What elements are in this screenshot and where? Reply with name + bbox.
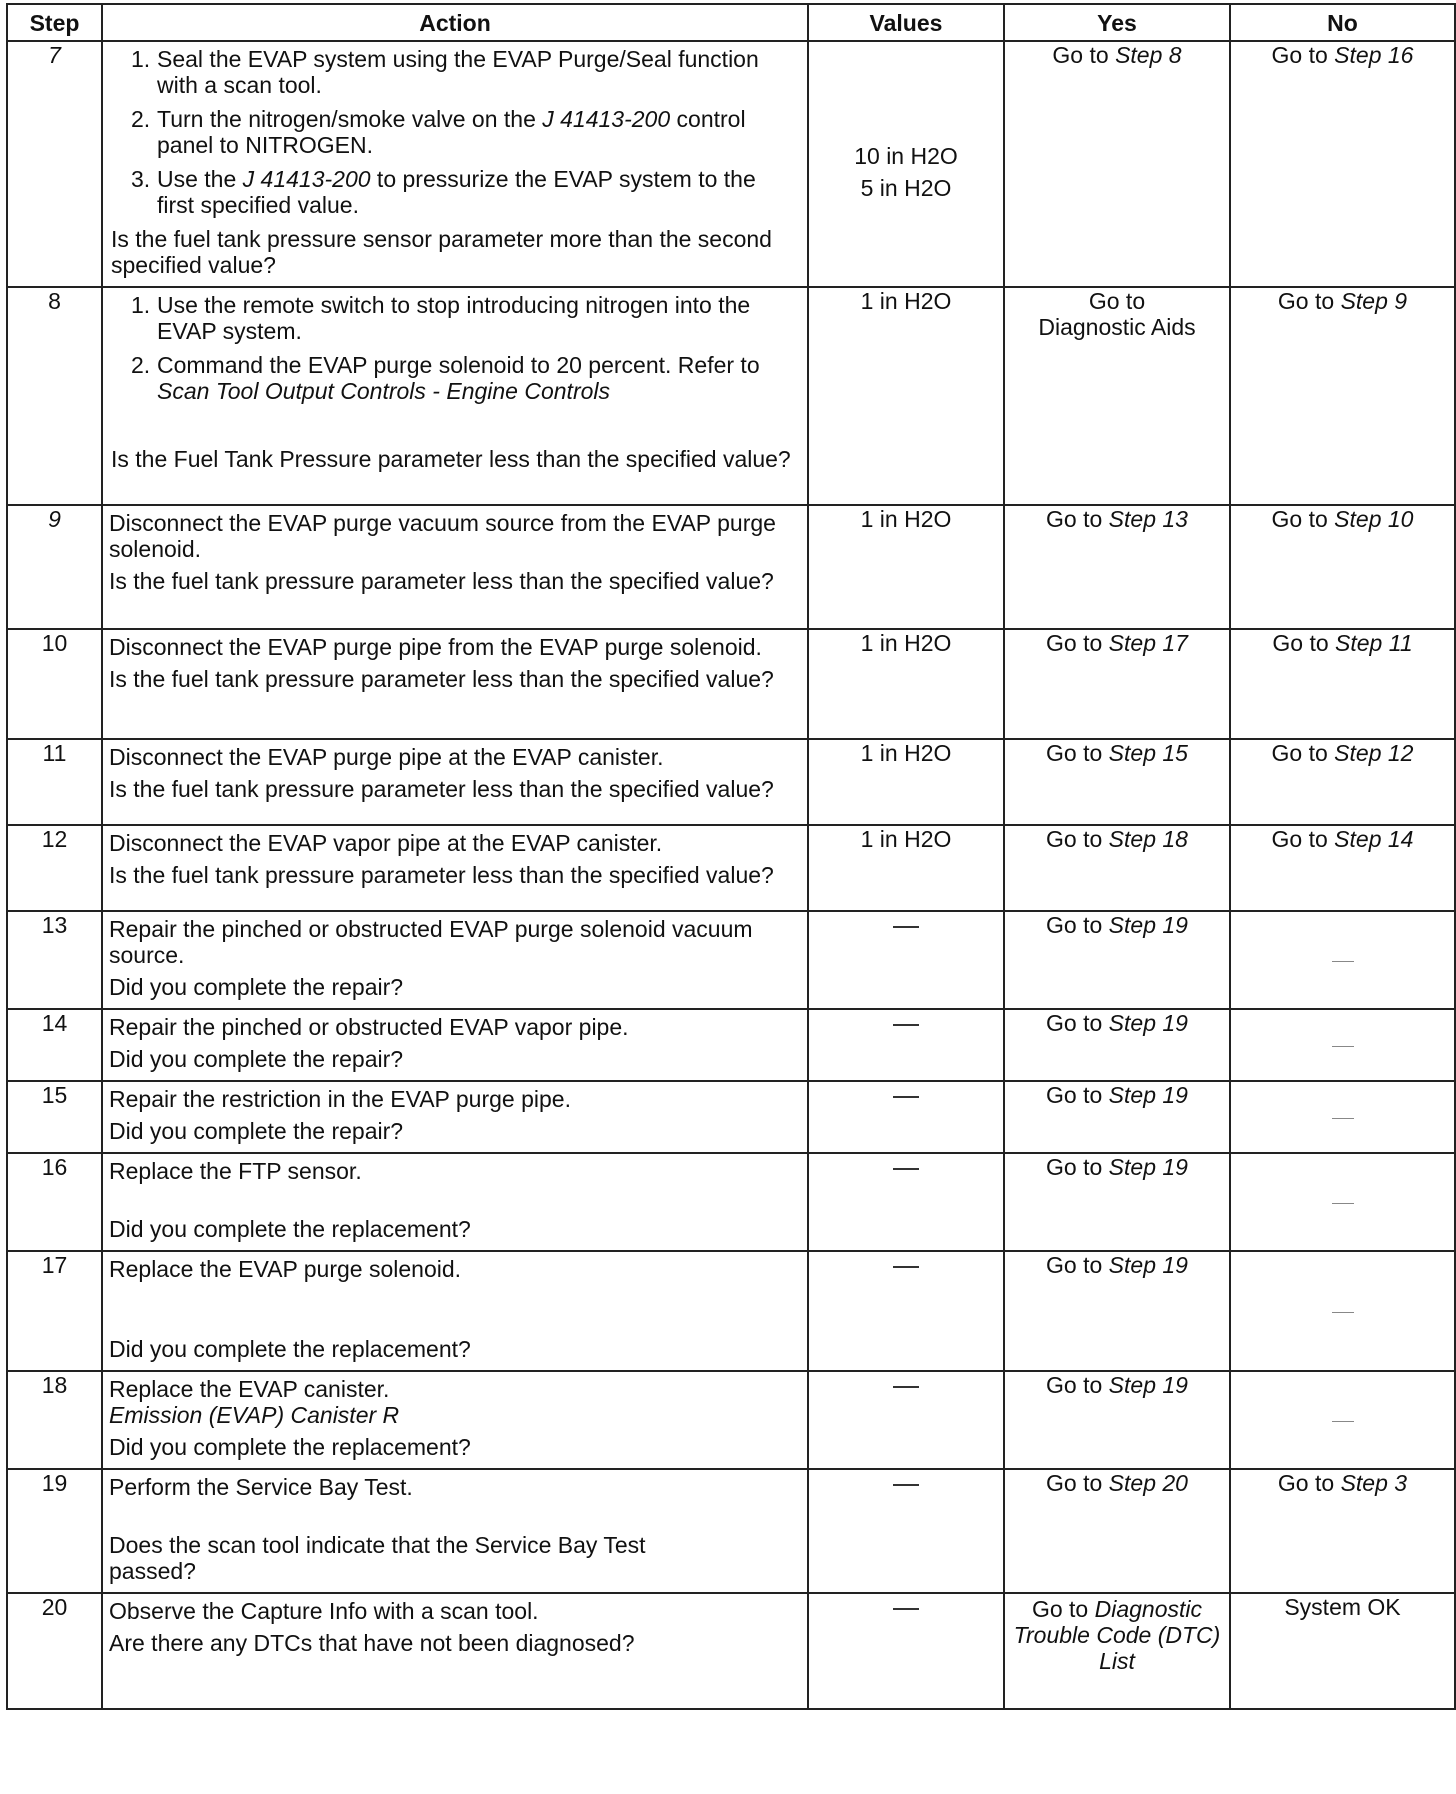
no-cell: Go to Step 3	[1230, 1469, 1455, 1593]
dash-mark	[893, 1168, 919, 1170]
dash-mark	[893, 1484, 919, 1486]
yes-cell: Go to Step 19	[1004, 1251, 1230, 1371]
action-text: Repair the pinched or obstructed EVAP vapor pipe.	[109, 1014, 629, 1040]
action-cell	[102, 1009, 808, 1081]
yes-cell: Go to Step 19	[1004, 1153, 1230, 1251]
dash-mark	[893, 1266, 919, 1268]
values-cell	[808, 911, 1004, 1009]
values-cell	[808, 1009, 1004, 1081]
no-cell: Go to Step 14	[1230, 825, 1455, 911]
step-number: 13	[7, 911, 102, 1009]
yes-cell: Go to Step 19	[1004, 1371, 1230, 1469]
step-number: 7	[7, 41, 102, 287]
action-text: Repair the restriction in the EVAP purge pipe.	[109, 1086, 571, 1112]
step-number: 8	[7, 287, 102, 505]
yes-cell: Go to Diagnostic Trouble Code (DTC) List	[1004, 1593, 1230, 1709]
diagnostic-table	[6, 3, 1456, 1710]
no-cell	[1230, 1371, 1455, 1469]
action-cell	[102, 1251, 808, 1371]
action-text: Replace the FTP sensor.	[109, 1158, 362, 1184]
action-question: Did you complete the repair?	[109, 974, 404, 1000]
action-question: Did you complete the replacement?	[109, 1216, 471, 1242]
dash-mark	[893, 1024, 919, 1026]
action-question: Is the fuel tank pressure sensor parameter more than the second specified value?	[111, 226, 772, 278]
action-question: Is the fuel tank pressure parameter less than the specified value?	[109, 862, 774, 888]
action-cell	[102, 629, 808, 739]
step-row-11	[7, 739, 1455, 825]
action-text: Perform the Service Bay Test.	[109, 1474, 413, 1500]
step-row-20	[7, 1593, 1455, 1709]
values-cell	[808, 1081, 1004, 1153]
action-cell	[102, 739, 808, 825]
step-row-16	[7, 1153, 1455, 1251]
action-question: Is the Fuel Tank Pressure parameter less than the specified value?	[111, 446, 791, 472]
action-text: Repair the pinched or obstructed EVAP purge solenoid vacuum source.	[109, 916, 753, 968]
header-step: Step	[7, 4, 102, 41]
values-cell: 1 in H2O	[808, 505, 1004, 629]
action-text: Replace the EVAP purge solenoid.	[109, 1256, 462, 1282]
step-row-19	[7, 1469, 1455, 1593]
values-cell: 1 in H2O	[808, 739, 1004, 825]
dash-mark	[1332, 1046, 1354, 1047]
no-cell: Go to Step 10	[1230, 505, 1455, 629]
no-cell: Go to Step 16	[1230, 41, 1455, 287]
step-row-13	[7, 911, 1455, 1009]
dash-mark	[1332, 1312, 1354, 1313]
no-cell	[1230, 1009, 1455, 1081]
action-text: Observe the Capture Info with a scan tool.	[109, 1598, 539, 1624]
step-row-18	[7, 1371, 1455, 1469]
step-number: 14	[7, 1009, 102, 1081]
action-cell	[102, 505, 808, 629]
action-question: Did you complete the repair?	[109, 1118, 404, 1144]
yes-cell: Go to Step 17	[1004, 629, 1230, 739]
dash-mark	[893, 1608, 919, 1610]
step-number: 9	[7, 505, 102, 629]
action-question: Does the scan tool indicate that the Service Bay Test passed?	[109, 1532, 646, 1584]
header-no: No	[1230, 4, 1455, 41]
dash-mark	[1332, 961, 1354, 962]
action-text: Disconnect the EVAP vapor pipe at the EVAP canister.	[109, 830, 663, 856]
header-action: Action	[102, 4, 808, 41]
no-cell: System OK	[1230, 1593, 1455, 1709]
step-row-15	[7, 1081, 1455, 1153]
values-cell: 1 in H2O	[808, 825, 1004, 911]
step-row-9	[7, 505, 1455, 629]
values-cell	[808, 1593, 1004, 1709]
step-row-7	[7, 41, 1455, 287]
yes-cell: Go to Step 19	[1004, 1081, 1230, 1153]
values-cell: 10 in H2O 5 in H2O	[808, 41, 1004, 287]
action-cell	[102, 287, 808, 505]
values-cell	[808, 1469, 1004, 1593]
action-cell	[102, 41, 808, 287]
header-yes: Yes	[1004, 4, 1230, 41]
action-question: Did you complete the repair?	[109, 1046, 404, 1072]
yes-cell: Go to Step 15	[1004, 739, 1230, 825]
action-question: Are there any DTCs that have not been diagnosed?	[109, 1630, 635, 1656]
action-text: Disconnect the EVAP purge vacuum source from the EVAP purge solenoid.	[109, 510, 776, 562]
action-question: Is the fuel tank pressure parameter less than the specified value?	[109, 776, 774, 802]
dash-mark	[1332, 1203, 1354, 1204]
action-cell	[102, 1371, 808, 1469]
action-question: Did you complete the replacement?	[109, 1434, 471, 1460]
no-cell	[1230, 1153, 1455, 1251]
dash-mark	[893, 1096, 919, 1098]
header-values: Values	[808, 4, 1004, 41]
step-number: 19	[7, 1469, 102, 1593]
action-substep: 1. Seal the EVAP system using the EVAP Purge/Seal function with a scan tool.	[131, 46, 759, 98]
action-cell	[102, 1081, 808, 1153]
step-number: 20	[7, 1593, 102, 1709]
no-cell: Go to Step 11	[1230, 629, 1455, 739]
action-text: Replace the EVAP canister.	[109, 1376, 390, 1402]
values-cell	[808, 1371, 1004, 1469]
action-reference: Emission (EVAP) Canister R	[109, 1402, 400, 1428]
action-text: Disconnect the EVAP purge pipe at the EVAP canister.	[109, 744, 664, 770]
values-cell: 1 in H2O	[808, 287, 1004, 505]
step-number: 10	[7, 629, 102, 739]
action-substep: 1. Use the remote switch to stop introducing nitrogen into the EVAP system.	[131, 292, 751, 344]
no-cell: Go to Step 12	[1230, 739, 1455, 825]
values-cell	[808, 1153, 1004, 1251]
yes-cell: Go to Step 13	[1004, 505, 1230, 629]
action-question: Is the fuel tank pressure parameter less than the specified value?	[109, 568, 774, 594]
action-question: Did you complete the replacement?	[109, 1336, 471, 1362]
no-cell: Go to Step 9	[1230, 287, 1455, 505]
action-question: Is the fuel tank pressure parameter less than the specified value?	[109, 666, 774, 692]
yes-cell: Go to Diagnostic Aids	[1004, 287, 1230, 505]
action-text: Disconnect the EVAP purge pipe from the EVAP purge solenoid.	[109, 634, 762, 660]
no-cell	[1230, 1081, 1455, 1153]
values-cell	[808, 1251, 1004, 1371]
step-number: 16	[7, 1153, 102, 1251]
action-substep: 2. Command the EVAP purge solenoid to 20 percent. Refer to Scan Tool Output Controls - Engine Controls	[131, 352, 760, 404]
step-number: 17	[7, 1251, 102, 1371]
step-row-8	[7, 287, 1455, 505]
dash-mark	[1332, 1421, 1354, 1422]
action-substep: 3. Use the J 41413-200 to pressurize the EVAP system to the first specified value.	[131, 166, 756, 218]
step-row-14	[7, 1009, 1455, 1081]
yes-cell: Go to Step 8	[1004, 41, 1230, 287]
yes-cell: Go to Step 18	[1004, 825, 1230, 911]
yes-cell: Go to Step 19	[1004, 911, 1230, 1009]
header-row	[7, 4, 1455, 41]
step-number: 18	[7, 1371, 102, 1469]
yes-cell: Go to Step 20	[1004, 1469, 1230, 1593]
step-number: 15	[7, 1081, 102, 1153]
dash-mark	[893, 1386, 919, 1388]
step-number: 11	[7, 739, 102, 825]
action-cell	[102, 825, 808, 911]
action-cell	[102, 1593, 808, 1709]
no-cell	[1230, 1251, 1455, 1371]
values-cell: 1 in H2O	[808, 629, 1004, 739]
step-row-17	[7, 1251, 1455, 1371]
action-cell	[102, 911, 808, 1009]
dash-mark	[1332, 1118, 1354, 1119]
step-row-12	[7, 825, 1455, 911]
yes-cell: Go to Step 19	[1004, 1009, 1230, 1081]
step-row-10	[7, 629, 1455, 739]
step-number: 12	[7, 825, 102, 911]
action-cell	[102, 1153, 808, 1251]
no-cell	[1230, 911, 1455, 1009]
action-substep: 2. Turn the nitrogen/smoke valve on the J 41413-200 control panel to NITROGEN.	[131, 106, 746, 158]
action-cell	[102, 1469, 808, 1593]
dash-mark	[893, 926, 919, 928]
